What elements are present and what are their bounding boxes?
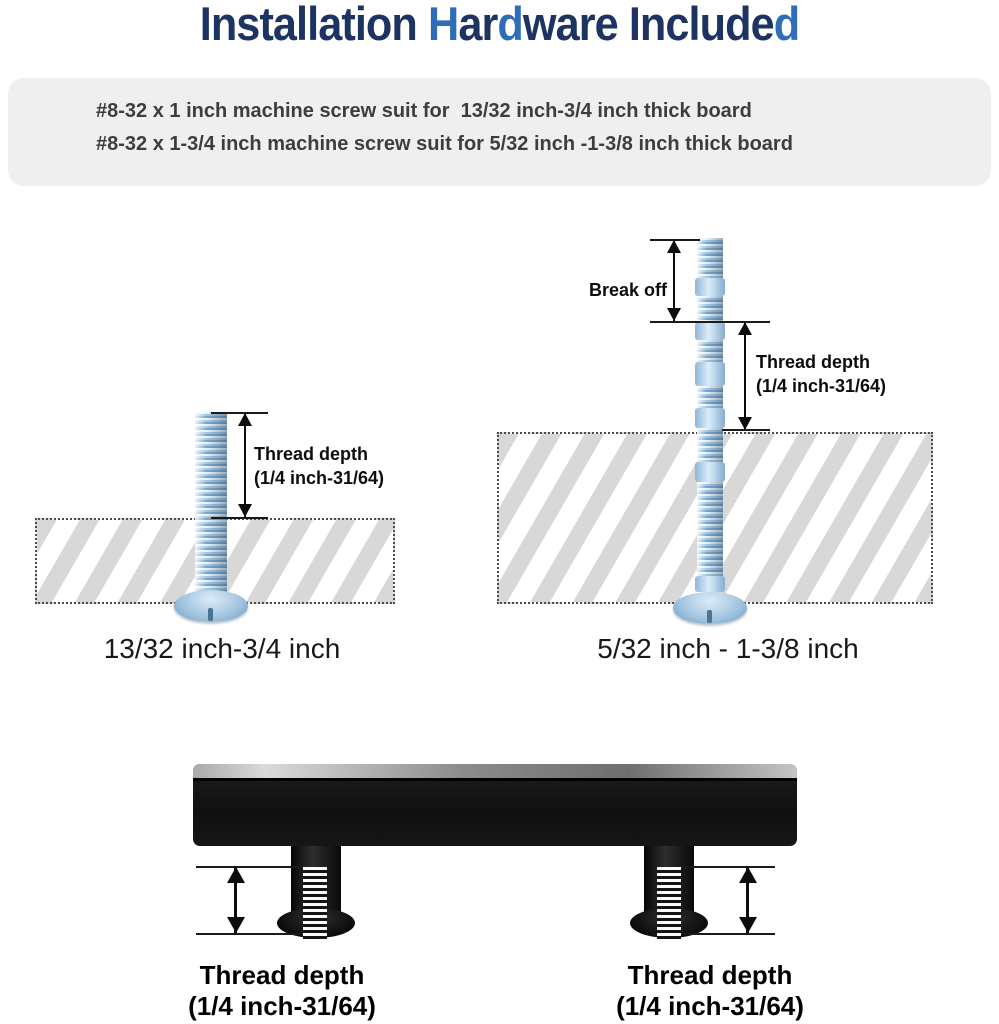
title-segment: ware Include <box>522 0 774 50</box>
thread-depth-line2: (1/4 inch-31/64) <box>616 991 804 1021</box>
thread-depth-label-left <box>254 442 384 490</box>
machine-screw-long-thread <box>697 238 723 278</box>
arrow-down-icon <box>739 917 757 933</box>
thread-depth-line2: (1/4 inch-31/64) <box>188 991 376 1021</box>
dimension-arrow-line <box>244 414 246 518</box>
machine-screw-long-breakband <box>695 322 725 340</box>
handle-bar-top-face <box>193 764 797 781</box>
machine-screw-long-thread <box>697 386 723 408</box>
title-segment: Installation <box>199 0 429 50</box>
machine-screw-long-thread <box>697 482 723 576</box>
screw-slot <box>707 610 712 623</box>
caption-left: 13/32 inch-3/4 inch <box>103 633 341 664</box>
dimension-arrow-line <box>744 323 746 430</box>
caption-right: 5/32 inch - 1-3/8 inch <box>597 633 859 664</box>
title-segment: d <box>497 0 523 50</box>
page-title <box>40 0 959 51</box>
dimension-tick <box>196 933 303 935</box>
machine-screw-long-thread <box>697 340 723 362</box>
handle-thread-left <box>303 867 327 940</box>
arrow-down-icon <box>667 308 681 321</box>
dimension-tick <box>650 321 770 323</box>
dimension-tick <box>211 517 268 519</box>
dimension-tick <box>722 429 770 431</box>
arrow-up-icon <box>227 867 245 883</box>
thread-depth-label-right <box>756 350 886 398</box>
machine-screw-long-breakband <box>695 362 725 386</box>
dimension-tick <box>681 866 775 868</box>
cabinet-handle-bar <box>193 764 797 846</box>
break-off-label: Break off <box>588 280 667 300</box>
thread-depth-line1: Thread depth <box>627 960 793 990</box>
screw-slot <box>208 608 213 621</box>
screw-spec-box <box>8 78 991 186</box>
machine-screw-short-shaft <box>195 412 227 598</box>
handle-thread-depth-label-right <box>550 960 870 1022</box>
thread-depth-line1: Thread depth <box>199 960 365 990</box>
arrow-up-icon <box>238 413 252 426</box>
title-segment: ar <box>458 0 498 50</box>
thread-depth-line1: Thread depth <box>756 352 871 372</box>
title-segment: H <box>428 0 459 50</box>
arrow-up-icon <box>739 867 757 883</box>
handle-thread-depth-label-left <box>122 960 442 1022</box>
thread-depth-line2: (1/4 inch-31/64) <box>254 468 385 488</box>
arrow-down-icon <box>227 917 245 933</box>
machine-screw-long-breakband <box>695 408 725 428</box>
thread-depth-line2: (1/4 inch-31/64) <box>756 376 887 396</box>
arrow-down-icon <box>238 504 252 517</box>
arrow-up-icon <box>667 240 681 253</box>
spec-line-1: #8-32 x 1 inch machine screw suit for 13/32 inch-3/4 inch thick board <box>96 100 752 122</box>
title-segment: d <box>773 0 800 50</box>
handle-thread-right <box>657 867 681 940</box>
spec-line-2: #8-32 x 1-3/4 inch machine screw suit for 5/32 inch -1-3/8 inch thick board <box>96 133 793 155</box>
machine-screw-long-breakband <box>695 576 725 592</box>
machine-screw-long-thread <box>697 428 723 462</box>
machine-screw-long-breakband <box>695 278 725 296</box>
dimension-tick <box>681 933 775 935</box>
dimension-tick <box>196 866 303 868</box>
arrow-up-icon <box>738 322 752 335</box>
machine-screw-long-breakband <box>695 462 725 482</box>
machine-screw-long-thread <box>697 296 723 322</box>
thread-depth-line1: Thread depth <box>254 444 369 464</box>
